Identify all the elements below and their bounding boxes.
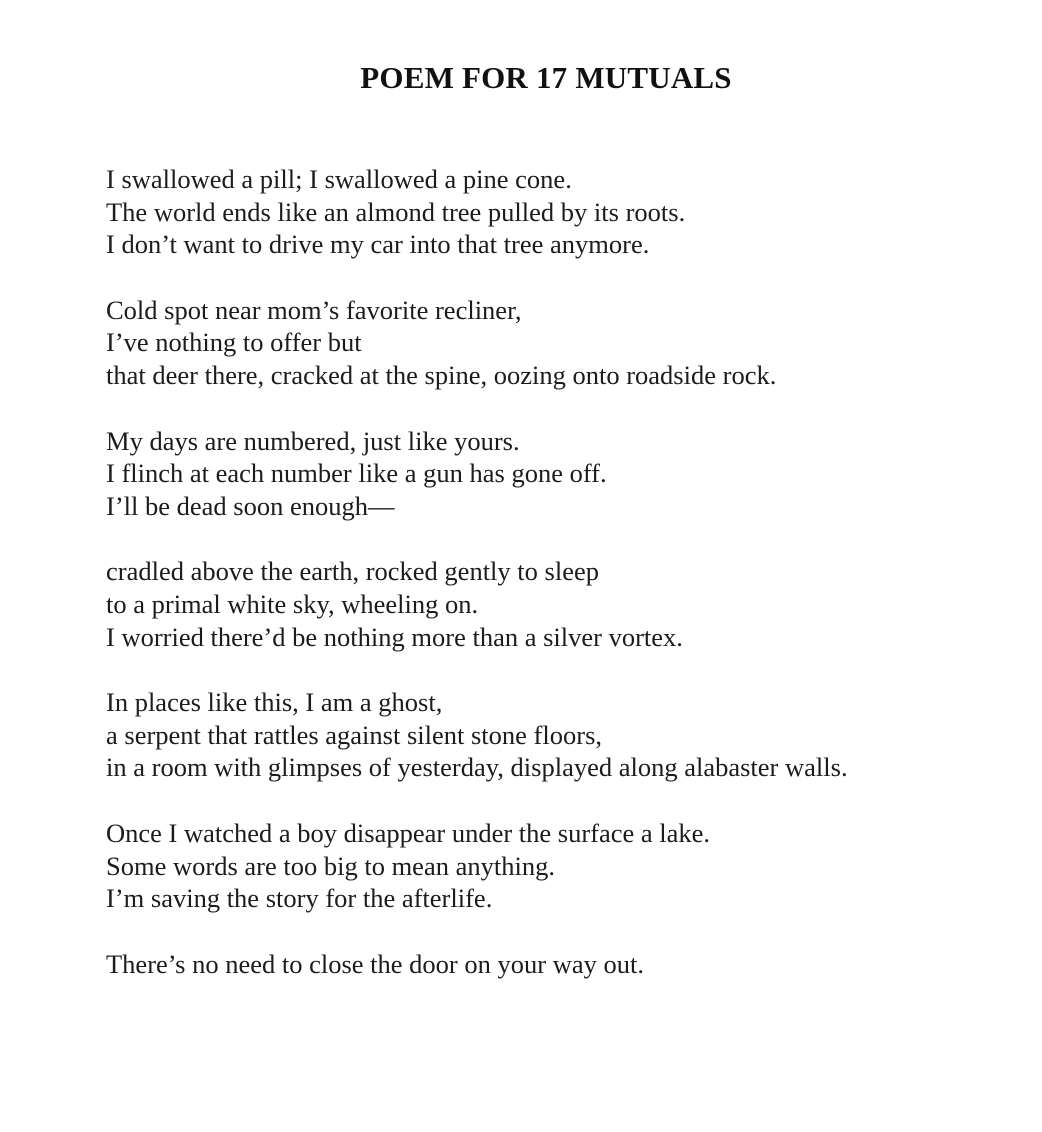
poem-line: In places like this, I am a ghost, bbox=[106, 687, 443, 718]
poem-line: The world ends like an almond tree pulled by its roots. bbox=[106, 196, 686, 227]
stanza-6 bbox=[106, 817, 1026, 915]
poem-line: Cold spot near mom’s favorite recliner, bbox=[106, 294, 522, 325]
stanza-4 bbox=[106, 555, 1026, 653]
poem-line: I swallowed a pill; I swallowed a pine cone. bbox=[106, 164, 572, 194]
poem-line: Some words are too big to mean anything. bbox=[106, 850, 555, 881]
stanza-1 bbox=[106, 163, 1026, 261]
poem-line: that deer there, cracked at the spine, oozing onto roadside rock. bbox=[106, 359, 777, 390]
poem-line: I worried there’d be nothing more than a silver vortex. bbox=[106, 621, 683, 652]
stanza-7 bbox=[106, 948, 1026, 981]
poem-line: cradled above the earth, rocked gently to sleep bbox=[106, 556, 599, 587]
poem-title: POEM FOR 17 MUTUALS bbox=[360, 60, 732, 95]
poem-line: There’s no need to close the door on your way out. bbox=[106, 948, 644, 979]
poem-line: I’ve nothing to offer but bbox=[106, 327, 362, 358]
poem-line: to a primal white sky, wheeling on. bbox=[106, 588, 479, 619]
stanza-2 bbox=[106, 294, 1026, 392]
poem-line: I’m saving the story for the afterlife. bbox=[106, 883, 493, 914]
stanza-3 bbox=[106, 425, 1026, 523]
stanza-5 bbox=[106, 686, 1026, 784]
poem-line: My days are numbered, just like yours. bbox=[106, 425, 520, 456]
poem-line: Once I watched a boy disappear under the surface a lake. bbox=[106, 817, 711, 848]
poem-line: I flinch at each number like a gun has gone off. bbox=[106, 458, 607, 489]
poem-line: I don’t want to drive my car into that tree anymore. bbox=[106, 229, 650, 260]
poem-line: I’ll be dead soon enough— bbox=[106, 490, 395, 521]
poem-line: a serpent that rattles against silent stone floors, bbox=[106, 719, 603, 750]
poem-line: in a room with glimpses of yesterday, displayed along alabaster walls. bbox=[106, 752, 848, 783]
poem-body bbox=[106, 163, 1026, 1013]
